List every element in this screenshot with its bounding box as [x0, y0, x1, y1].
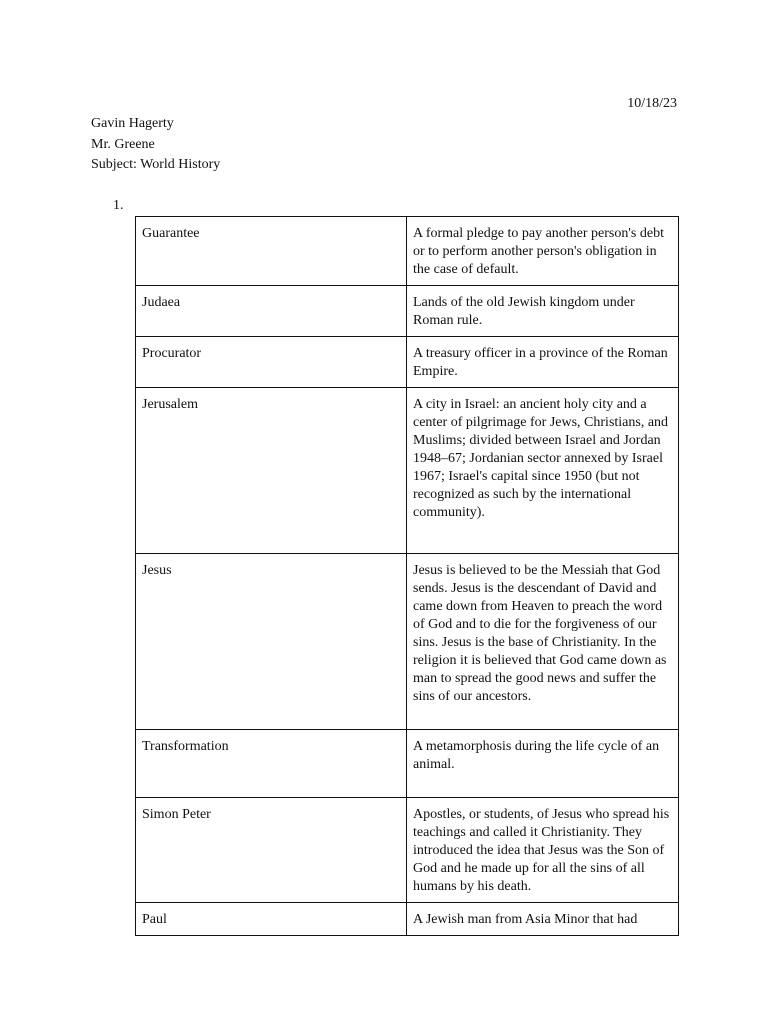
- table-row: [136, 798, 679, 903]
- table-row: [136, 217, 679, 286]
- definition-cell: Lands of the old Jewish kingdom under Roman rule.: [407, 286, 679, 337]
- term-cell: Paul: [136, 903, 407, 936]
- definition-cell: A treasury officer in a province of the Roman Empire.: [407, 337, 679, 388]
- vocabulary-table: [135, 216, 679, 936]
- term-cell: Simon Peter: [136, 798, 407, 903]
- subject-line: Subject: World History: [91, 157, 221, 172]
- table-row: [136, 903, 679, 936]
- table-row: [136, 388, 679, 554]
- table-row: [136, 286, 679, 337]
- term-cell: Jerusalem: [136, 388, 407, 554]
- term-cell: Jesus: [136, 554, 407, 730]
- definition-cell: A city in Israel: an ancient holy city and a center of pilgrimage for Jews, Christians, and Muslims; divided between Israel and Jordan 1948–67; Jordanian sector annexed by Israel 1967; Israel's capital since 1950 (but not recognized as such by the international community).: [407, 388, 679, 554]
- table-row: [136, 554, 679, 730]
- document-date: 10/18/23: [627, 96, 677, 111]
- teacher-name: Mr. Greene: [91, 136, 155, 152]
- definition-cell: A metamorphosis during the life cycle of an animal.: [407, 730, 679, 798]
- list-number: 1.: [113, 198, 124, 213]
- term-cell: Procurator: [136, 337, 407, 388]
- student-name: Gavin Hagerty: [91, 116, 174, 131]
- table-row: [136, 730, 679, 798]
- term-cell: Guarantee: [136, 217, 407, 286]
- table-row: [136, 337, 679, 388]
- definition-cell: A formal pledge to pay another person's debt or to perform another person's obligation in the case of default.: [407, 217, 679, 286]
- definition-cell: A Jewish man from Asia Minor that had: [407, 903, 679, 936]
- document-header: [91, 114, 220, 176]
- definition-cell: Apostles, or students, of Jesus who spread his teachings and called it Christianity. They introduced the idea that Jesus was the Son of God and he made up for all the sins of all humans by his death.: [407, 798, 679, 903]
- term-cell: Transformation: [136, 730, 407, 798]
- term-cell: Judaea: [136, 286, 407, 337]
- definition-cell: Jesus is believed to be the Messiah that God sends. Jesus is the descendant of David and came down from Heaven to preach the word of God and to die for the forgiveness of our sins. Jesus is the base of Christianity. In the religion it is believed that God came down as man to spread the good news and suffer the sins of our ancestors.: [407, 554, 679, 730]
